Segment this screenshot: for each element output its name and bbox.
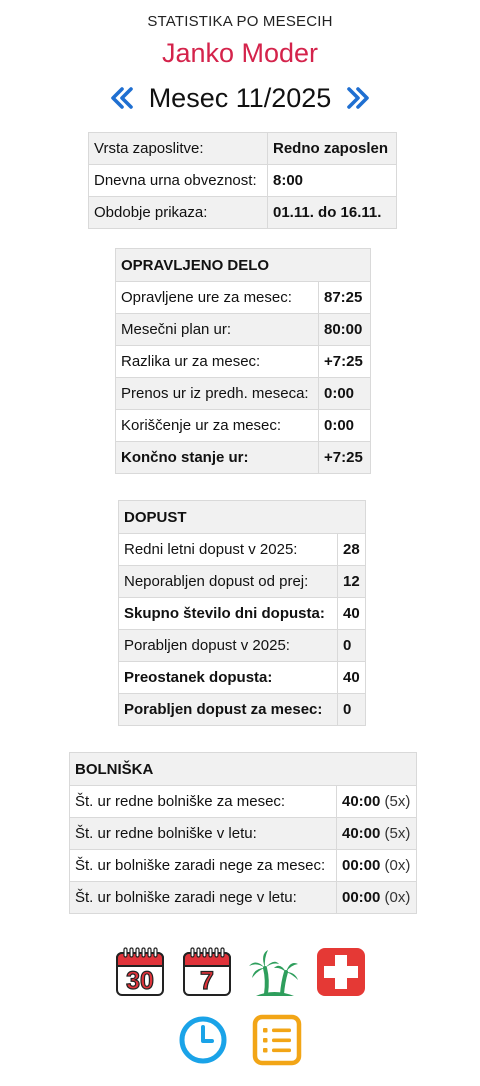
row-value: 87:25 (319, 282, 371, 314)
table-row (70, 786, 417, 818)
row-value: 40:00 (342, 825, 381, 842)
row-label: Porabljen dopust v 2025: (119, 630, 338, 662)
row-label: Št. ur bolniške zaradi nege v letu: (70, 882, 337, 914)
table-row (70, 818, 417, 850)
row-label: Neporabljen dopust od prej: (119, 566, 338, 598)
table-row (89, 165, 397, 197)
work-table-title: OPRAVLJENO DELO (116, 249, 371, 282)
row-count: (0x) (384, 889, 411, 906)
row-value: +7:25 (319, 442, 371, 474)
row-label: Razlika ur za mesec: (116, 346, 319, 378)
row-value-cell (337, 850, 417, 882)
table-row (119, 662, 366, 694)
row-value: 0:00 (319, 410, 371, 442)
table-row (89, 197, 397, 229)
sick-table-title: BOLNIŠKA (70, 753, 417, 786)
calendar-week-icon[interactable] (181, 946, 233, 998)
calendar-month-icon[interactable] (114, 946, 166, 998)
row-label: Mesečni plan ur: (116, 314, 319, 346)
row-value: 28 (338, 534, 366, 566)
table-row (119, 566, 366, 598)
sick-leave-table (69, 752, 417, 914)
table-row (70, 882, 417, 914)
row-label: Št. ur redne bolniške za mesec: (70, 786, 337, 818)
row-value-cell (337, 882, 417, 914)
row-value: 00:00 (342, 889, 381, 906)
table-row (116, 442, 371, 474)
table-row (116, 282, 371, 314)
row-value: 80:00 (319, 314, 371, 346)
previous-month-icon[interactable] (109, 85, 135, 111)
leave-table-title: DOPUST (119, 501, 366, 534)
calendar-week-number: 7 (199, 967, 214, 995)
employee-name: Janko Moder (161, 38, 319, 68)
row-label: Koriščenje ur za mesec: (116, 410, 319, 442)
table-row (89, 133, 397, 165)
row-value: 40 (338, 662, 366, 694)
work-table (115, 248, 371, 474)
table-row (119, 630, 366, 662)
row-label: Opravljene ure za mesec: (116, 282, 319, 314)
row-value: 40:00 (342, 793, 381, 810)
row-value: 01.11. do 16.11. (268, 197, 397, 229)
row-label: Redni letni dopust v 2025: (119, 534, 338, 566)
employment-table (88, 132, 397, 229)
row-value: 0:00 (319, 378, 371, 410)
table-row (70, 850, 417, 882)
calendar-month-number: 30 (125, 967, 154, 995)
table-row (116, 314, 371, 346)
row-label: Preostanek dopusta: (119, 662, 338, 694)
row-value: 40 (338, 598, 366, 630)
table-row (119, 694, 366, 726)
row-value-cell (337, 786, 417, 818)
row-value: 0 (338, 694, 366, 726)
page-subtitle: STATISTIKA PO MESECIH (147, 13, 333, 30)
row-label: Obdobje prikaza: (89, 197, 268, 229)
table-row (116, 346, 371, 378)
palm-tree-icon[interactable] (248, 946, 300, 998)
icon-row-2 (0, 1014, 480, 1066)
table-row (116, 410, 371, 442)
row-value: +7:25 (319, 346, 371, 378)
month-title: Mesec 11/2025 (148, 82, 332, 113)
leave-table (118, 500, 366, 726)
row-value: 00:00 (342, 857, 381, 874)
row-label: Št. ur redne bolniške v letu: (70, 818, 337, 850)
row-value: 12 (338, 566, 366, 598)
row-value: 8:00 (268, 165, 397, 197)
row-count: (5x) (384, 825, 411, 842)
row-label: Prenos ur iz predh. meseca: (116, 378, 319, 410)
row-value: Redno zaposlen (268, 133, 397, 165)
month-navigation (0, 80, 480, 116)
row-label: Končno stanje ur: (116, 442, 319, 474)
icon-row-1 (0, 946, 480, 998)
row-label: Dnevna urna obveznost: (89, 165, 268, 197)
row-count: (5x) (384, 793, 411, 810)
row-label: Porabljen dopust za mesec: (119, 694, 338, 726)
row-value: 0 (338, 630, 366, 662)
row-count: (0x) (384, 857, 411, 874)
table-row (116, 378, 371, 410)
list-icon[interactable] (251, 1014, 303, 1066)
table-row (119, 598, 366, 630)
medical-cross-icon[interactable] (315, 946, 367, 998)
row-value-cell (337, 818, 417, 850)
clock-icon[interactable] (177, 1014, 229, 1066)
row-label: Vrsta zaposlitve: (89, 133, 268, 165)
row-label: Skupno število dni dopusta: (119, 598, 338, 630)
table-row (119, 534, 366, 566)
next-month-icon[interactable] (345, 85, 371, 111)
row-label: Št. ur bolniške zaradi nege za mesec: (70, 850, 337, 882)
